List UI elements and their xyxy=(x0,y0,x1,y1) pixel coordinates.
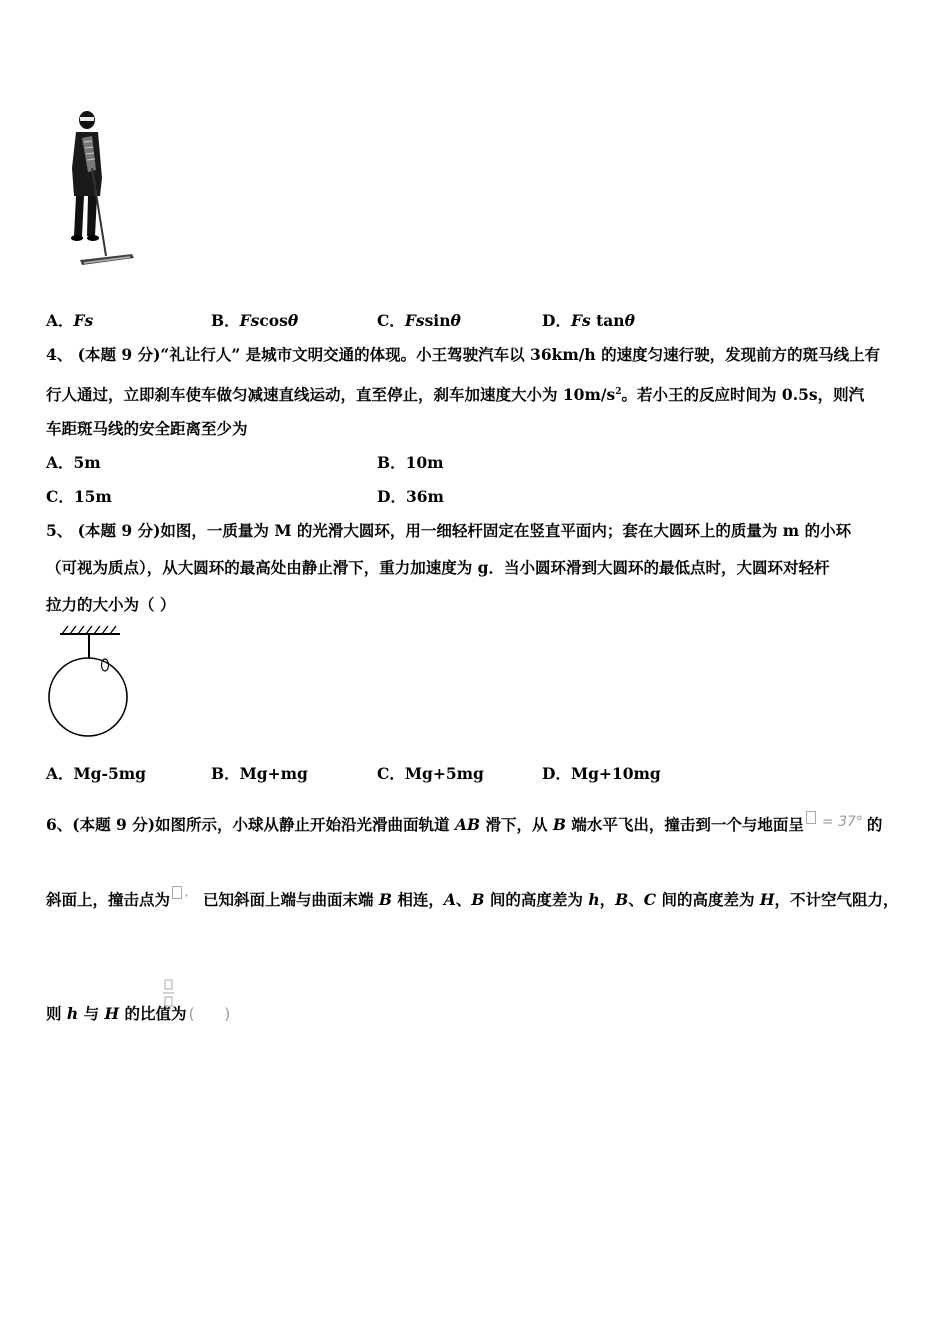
ring-on-rod-figure xyxy=(44,624,134,742)
q6-line2-part4: 间的高度差为 xyxy=(484,890,589,909)
q3-option-d xyxy=(542,311,635,331)
q3-option-d-label: D． xyxy=(542,311,571,330)
q4-option-c: C．15m xyxy=(46,487,112,506)
q3-option-b-label: B． xyxy=(211,311,240,330)
q3-option-a xyxy=(46,311,93,331)
q5-option-b: B．Mg+mg xyxy=(211,764,308,783)
q6-line2-part1: 斜面上，撞击点为 xyxy=(46,890,171,909)
q6-line3-part2: 与 xyxy=(78,1004,105,1023)
q6-line2-part6: ，不计空气阻力， xyxy=(774,890,899,909)
q6-line2-b3: B xyxy=(615,890,629,909)
q3-option-d-fs: Fs xyxy=(570,311,591,330)
q6-line2-sep1: 、 xyxy=(455,890,472,909)
q3-option-c-theta: θ xyxy=(450,311,461,330)
q6-answer-paren: ( ) xyxy=(188,1005,231,1023)
q6-line2-sep2: ， xyxy=(599,890,616,909)
q6-line2-part3: 相连， xyxy=(391,890,444,909)
q6-line3-part4: 为 xyxy=(171,1004,187,1023)
q6-theta-placeholder-icon xyxy=(806,811,816,824)
q3-option-b-fs: Fs xyxy=(239,311,260,330)
q3-option-b-func: cos xyxy=(259,311,288,330)
q6-line2-b: B xyxy=(378,890,392,909)
q5-option-a: A．Mg-5mg xyxy=(46,764,146,783)
q4-line3: 车距斑马线的安全距离至少为 xyxy=(46,419,248,438)
q3-option-d-func: tan xyxy=(590,311,625,330)
q6-line3-part3: 的比值 xyxy=(119,1004,172,1023)
q3-option-c-func: sin xyxy=(424,311,451,330)
q6-line1-part1: 6、(本题 9 分)如图所示，小球从静止开始沿光滑曲面轨道 xyxy=(46,815,455,834)
q5-option-c: C．Mg+5mg xyxy=(377,764,484,783)
q6-b: B xyxy=(552,815,566,834)
q6-line2-h: h xyxy=(588,890,600,909)
q6-line1-part2: 滑下，从 xyxy=(480,815,553,834)
q6-line2-b2: B xyxy=(471,890,485,909)
q3-option-c-fs: Fs xyxy=(404,311,425,330)
q6-line1-part4: 的 xyxy=(866,815,883,834)
q6-line3 xyxy=(46,1004,230,1024)
q6-line1 xyxy=(46,811,882,835)
q3-option-d-theta: θ xyxy=(624,311,635,330)
q6-ab: AB xyxy=(454,815,481,834)
q3-option-b xyxy=(211,311,298,331)
q4-line2-part1: 行人通过，立即刹车使车做匀减速直线运动，直至停止，刹车加速度大小为 10m/s xyxy=(46,385,616,405)
q6-point-placeholder-icon xyxy=(172,886,182,899)
q5-option-d: D．Mg+10mg xyxy=(542,764,661,783)
q6-line2-c: C xyxy=(643,890,657,909)
q4-option-b: B．10m xyxy=(377,453,444,472)
q4-line2 xyxy=(46,382,864,405)
person-mopping-figure xyxy=(62,108,142,273)
q6-line3-part1: 则 xyxy=(46,1004,67,1023)
q5-line3: 拉力的大小为（ ） xyxy=(46,595,176,614)
q6-line2-a: A xyxy=(443,890,456,909)
q5-line1: 5、 (本题 9 分)如图，一质量为 M 的光滑大圆环，用一细轻杆固定在竖直平面内；套在大圆环上的质量为 m 的小环 xyxy=(46,521,852,540)
q6-line2-sep3: 、 xyxy=(628,890,644,909)
q3-option-a-label: A． xyxy=(46,311,74,330)
q6-line3-h: h xyxy=(66,1004,79,1023)
q4-option-a: A．5m xyxy=(46,453,101,472)
q6-line2-part2: 已知斜面上端与曲面末端 xyxy=(202,890,379,909)
q3-option-a-text: Fs xyxy=(73,311,94,330)
q4-line2-superscript: 2 xyxy=(615,387,622,397)
q3-option-c-label: C． xyxy=(377,311,405,330)
fraction-placeholder-icon xyxy=(163,979,175,1007)
q4-line1: 4、 (本题 9 分)“礼让行人” 是城市文明交通的体现。小王驾驶汽车以 36km/h 的速度匀速行驶，发现前方的斑马线上有 xyxy=(46,345,881,364)
q6-angle: = 37° xyxy=(821,814,863,830)
q5-line2: （可视为质点），从大圆环的最高处由静止滑下，重力加速度为 g．当小圆环滑到大圆环的最低点时，大圆环对轻杆 xyxy=(46,558,830,577)
q6-line2-H: H xyxy=(759,890,775,909)
q4-option-d: D．36m xyxy=(377,487,444,506)
q6-line2: 斜面上，撞击点为 · 已知斜面上端与曲面末端 B 相连，A、B 间的高度差为 h，B、C 间的高度差为 H，不计空气阻力， xyxy=(46,887,899,909)
q6-line2-part5: 间的高度差为 xyxy=(656,890,760,909)
q3-option-b-theta: θ xyxy=(287,311,299,330)
q6-line1-part3: 端水平飞出，撞击到一个与地面呈 xyxy=(565,815,804,834)
q4-line2-part2: 。若小王的反应时间为 0.5s，则汽 xyxy=(621,385,865,405)
q6-line3-H: H xyxy=(104,1004,120,1023)
q3-option-c xyxy=(377,311,461,331)
